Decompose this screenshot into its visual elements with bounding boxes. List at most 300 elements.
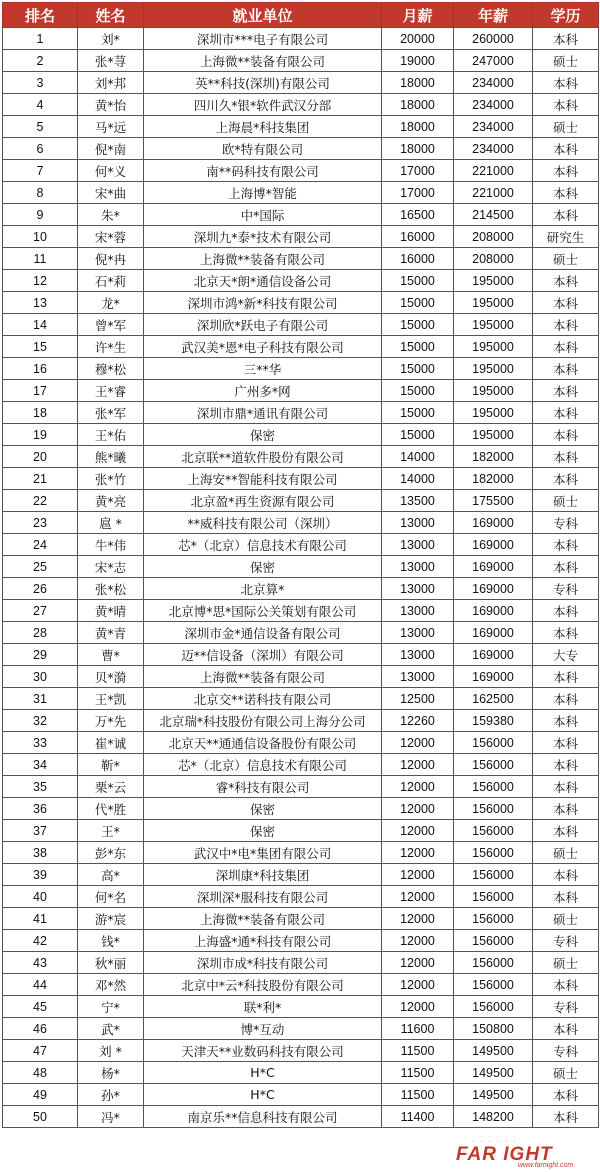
monthly-salary-cell: 15000 — [382, 380, 454, 402]
rank-cell: 20 — [3, 446, 78, 468]
annual-salary-cell: 195000 — [454, 358, 533, 380]
education-cell: 本科 — [533, 270, 599, 292]
annual-salary-cell: 214500 — [454, 204, 533, 226]
rank-cell: 9 — [3, 204, 78, 226]
table-row — [3, 732, 599, 754]
monthly-salary-cell: 14000 — [382, 468, 454, 490]
watermark-logo — [452, 1136, 598, 1170]
name-cell: 张*松 — [78, 578, 144, 600]
company-cell: H*C — [144, 1062, 382, 1084]
annual-salary-cell: 156000 — [454, 864, 533, 886]
annual-salary-cell: 156000 — [454, 798, 533, 820]
name-cell: 栗*云 — [78, 776, 144, 798]
monthly-salary-cell: 12500 — [382, 688, 454, 710]
company-cell: 北京博*思*国际公关策划有限公司 — [144, 600, 382, 622]
annual-salary-cell: 149500 — [454, 1040, 533, 1062]
table-row — [3, 50, 599, 72]
education-cell: 本科 — [533, 72, 599, 94]
monthly-salary-cell: 16000 — [382, 248, 454, 270]
name-cell: 刘 * — [78, 1040, 144, 1062]
education-cell: 本科 — [533, 336, 599, 358]
rank-cell: 6 — [3, 138, 78, 160]
education-cell: 本科 — [533, 424, 599, 446]
company-cell: 广州多*网 — [144, 380, 382, 402]
annual-salary-cell: 234000 — [454, 116, 533, 138]
company-cell: 保密 — [144, 424, 382, 446]
education-cell: 专科 — [533, 578, 599, 600]
name-cell: 熊*曦 — [78, 446, 144, 468]
education-cell: 本科 — [533, 468, 599, 490]
annual-salary-cell: 156000 — [454, 886, 533, 908]
name-cell: 宋*蓉 — [78, 226, 144, 248]
name-cell: 钱* — [78, 930, 144, 952]
annual-salary-cell: 175500 — [454, 490, 533, 512]
rank-cell: 42 — [3, 930, 78, 952]
header-annual-salary: 年薪 — [454, 3, 533, 28]
company-cell: 睿*科技有限公司 — [144, 776, 382, 798]
company-cell: 北京算* — [144, 578, 382, 600]
table-row — [3, 94, 599, 116]
annual-salary-cell: 169000 — [454, 556, 533, 578]
annual-salary-cell: 234000 — [454, 138, 533, 160]
rank-cell: 41 — [3, 908, 78, 930]
rank-cell: 17 — [3, 380, 78, 402]
company-cell: 武汉中*电*集团有限公司 — [144, 842, 382, 864]
rank-cell: 43 — [3, 952, 78, 974]
name-cell: 宋*曲 — [78, 182, 144, 204]
name-cell: 王*睿 — [78, 380, 144, 402]
table-row — [3, 754, 599, 776]
table-row — [3, 1018, 599, 1040]
name-cell: 冯* — [78, 1106, 144, 1128]
table-row — [3, 974, 599, 996]
company-cell: 深圳市鸿*新*科技有限公司 — [144, 292, 382, 314]
company-cell: 南**码科技有限公司 — [144, 160, 382, 182]
education-cell: 专科 — [533, 996, 599, 1018]
name-cell: 曾*军 — [78, 314, 144, 336]
table-row — [3, 534, 599, 556]
company-cell: 北京天*朗*通信设备公司 — [144, 270, 382, 292]
company-cell: 芯*（北京）信息技术有限公司 — [144, 534, 382, 556]
monthly-salary-cell: 18000 — [382, 138, 454, 160]
rank-cell: 44 — [3, 974, 78, 996]
annual-salary-cell: 247000 — [454, 50, 533, 72]
monthly-salary-cell: 13000 — [382, 600, 454, 622]
annual-salary-cell: 169000 — [454, 600, 533, 622]
monthly-salary-cell: 11400 — [382, 1106, 454, 1128]
education-cell: 本科 — [533, 622, 599, 644]
rank-cell: 39 — [3, 864, 78, 886]
rank-cell: 21 — [3, 468, 78, 490]
annual-salary-cell: 156000 — [454, 930, 533, 952]
monthly-salary-cell: 12000 — [382, 732, 454, 754]
table-row — [3, 600, 599, 622]
rank-cell: 25 — [3, 556, 78, 578]
annual-salary-cell: 169000 — [454, 666, 533, 688]
education-cell: 本科 — [533, 864, 599, 886]
annual-salary-cell: 195000 — [454, 402, 533, 424]
monthly-salary-cell: 13000 — [382, 556, 454, 578]
rank-cell: 2 — [3, 50, 78, 72]
table-row — [3, 402, 599, 424]
annual-salary-cell: 156000 — [454, 974, 533, 996]
education-cell: 本科 — [533, 28, 599, 50]
education-cell: 本科 — [533, 160, 599, 182]
education-cell: 本科 — [533, 204, 599, 226]
header-monthly-salary: 月薪 — [382, 3, 454, 28]
name-cell: 崔*诚 — [78, 732, 144, 754]
monthly-salary-cell: 13000 — [382, 534, 454, 556]
name-cell: 何*名 — [78, 886, 144, 908]
rank-cell: 13 — [3, 292, 78, 314]
monthly-salary-cell: 15000 — [382, 358, 454, 380]
monthly-salary-cell: 17000 — [382, 182, 454, 204]
company-cell: 上海微**装备有限公司 — [144, 908, 382, 930]
company-cell: 芯*（北京）信息技术有限公司 — [144, 754, 382, 776]
annual-salary-cell: 169000 — [454, 622, 533, 644]
name-cell: 何*义 — [78, 160, 144, 182]
annual-salary-cell: 156000 — [454, 732, 533, 754]
name-cell: 武* — [78, 1018, 144, 1040]
table-row — [3, 72, 599, 94]
annual-salary-cell: 169000 — [454, 644, 533, 666]
company-cell: 深圳深*服科技有限公司 — [144, 886, 382, 908]
rank-cell: 32 — [3, 710, 78, 732]
education-cell: 本科 — [533, 820, 599, 842]
table-body — [3, 28, 599, 1128]
education-cell: 本科 — [533, 358, 599, 380]
company-cell: 上海微**装备有限公司 — [144, 50, 382, 72]
table-row — [3, 204, 599, 226]
education-cell: 本科 — [533, 600, 599, 622]
education-cell: 专科 — [533, 512, 599, 534]
name-cell: 宁* — [78, 996, 144, 1018]
annual-salary-cell: 156000 — [454, 952, 533, 974]
company-cell: 迈**信设备（深圳）有限公司 — [144, 644, 382, 666]
company-cell: 深圳市成*科技有限公司 — [144, 952, 382, 974]
annual-salary-cell: 195000 — [454, 380, 533, 402]
annual-salary-cell: 156000 — [454, 776, 533, 798]
salary-ranking-table — [2, 2, 599, 1128]
table-row — [3, 358, 599, 380]
rank-cell: 40 — [3, 886, 78, 908]
table-row — [3, 798, 599, 820]
annual-salary-cell: 169000 — [454, 578, 533, 600]
annual-salary-cell: 221000 — [454, 182, 533, 204]
annual-salary-cell: 182000 — [454, 468, 533, 490]
annual-salary-cell: 195000 — [454, 336, 533, 358]
table-row — [3, 688, 599, 710]
name-cell: 曹* — [78, 644, 144, 666]
watermark-logo-text: FAR IGHT — [456, 1144, 553, 1165]
table-row — [3, 1106, 599, 1128]
education-cell: 硕士 — [533, 952, 599, 974]
monthly-salary-cell: 13000 — [382, 644, 454, 666]
company-cell: **威科技有限公司（深圳） — [144, 512, 382, 534]
name-cell: 倪*冉 — [78, 248, 144, 270]
name-cell: 代*胜 — [78, 798, 144, 820]
monthly-salary-cell: 14000 — [382, 446, 454, 468]
monthly-salary-cell: 11500 — [382, 1084, 454, 1106]
name-cell: 邓*然 — [78, 974, 144, 996]
monthly-salary-cell: 18000 — [382, 116, 454, 138]
company-cell: 深圳市***电子有限公司 — [144, 28, 382, 50]
annual-salary-cell: 169000 — [454, 512, 533, 534]
annual-salary-cell: 159380 — [454, 710, 533, 732]
table-row — [3, 842, 599, 864]
monthly-salary-cell: 13000 — [382, 622, 454, 644]
company-cell: 北京瑞*科技股份有限公司上海分公司 — [144, 710, 382, 732]
monthly-salary-cell: 13000 — [382, 512, 454, 534]
rank-cell: 48 — [3, 1062, 78, 1084]
monthly-salary-cell: 13500 — [382, 490, 454, 512]
table-row — [3, 930, 599, 952]
education-cell: 硕士 — [533, 908, 599, 930]
education-cell: 专科 — [533, 930, 599, 952]
table-row — [3, 820, 599, 842]
table-row — [3, 446, 599, 468]
name-cell: 靳* — [78, 754, 144, 776]
company-cell: 北京盈*再生资源有限公司 — [144, 490, 382, 512]
rank-cell: 47 — [3, 1040, 78, 1062]
company-cell: 四川久*银*软件武汉分部 — [144, 94, 382, 116]
company-cell: 北京天**通通信设备股份有限公司 — [144, 732, 382, 754]
annual-salary-cell: 149500 — [454, 1062, 533, 1084]
monthly-salary-cell: 15000 — [382, 336, 454, 358]
name-cell: 张*竹 — [78, 468, 144, 490]
annual-salary-cell: 149500 — [454, 1084, 533, 1106]
name-cell: 牛*伟 — [78, 534, 144, 556]
monthly-salary-cell: 12000 — [382, 842, 454, 864]
table-row — [3, 468, 599, 490]
table-row — [3, 908, 599, 930]
monthly-salary-cell: 12000 — [382, 886, 454, 908]
rank-cell: 30 — [3, 666, 78, 688]
annual-salary-cell: 156000 — [454, 908, 533, 930]
rank-cell: 10 — [3, 226, 78, 248]
rank-cell: 45 — [3, 996, 78, 1018]
company-cell: 深圳九*泰*技术有限公司 — [144, 226, 382, 248]
name-cell: 游*宸 — [78, 908, 144, 930]
rank-cell: 34 — [3, 754, 78, 776]
rank-cell: 28 — [3, 622, 78, 644]
education-cell: 本科 — [533, 556, 599, 578]
monthly-salary-cell: 12000 — [382, 820, 454, 842]
rank-cell: 33 — [3, 732, 78, 754]
company-cell: 上海微**装备有限公司 — [144, 666, 382, 688]
education-cell: 本科 — [533, 534, 599, 556]
name-cell: 王*佑 — [78, 424, 144, 446]
monthly-salary-cell: 11500 — [382, 1040, 454, 1062]
company-cell: 上海安**智能科技有限公司 — [144, 468, 382, 490]
table-row — [3, 1084, 599, 1106]
education-cell: 本科 — [533, 292, 599, 314]
name-cell: 张*军 — [78, 402, 144, 424]
annual-salary-cell: 162500 — [454, 688, 533, 710]
name-cell: 马*远 — [78, 116, 144, 138]
table-row — [3, 864, 599, 886]
rank-cell: 3 — [3, 72, 78, 94]
table-row — [3, 314, 599, 336]
monthly-salary-cell: 16500 — [382, 204, 454, 226]
monthly-salary-cell: 15000 — [382, 314, 454, 336]
name-cell: 黄*晴 — [78, 600, 144, 622]
education-cell: 本科 — [533, 666, 599, 688]
rank-cell: 26 — [3, 578, 78, 600]
company-cell: 保密 — [144, 798, 382, 820]
monthly-salary-cell: 20000 — [382, 28, 454, 50]
table-row — [3, 226, 599, 248]
company-cell: 英**科技(深圳)有限公司 — [144, 72, 382, 94]
table-row — [3, 336, 599, 358]
header-name: 姓名 — [78, 3, 144, 28]
education-cell: 本科 — [533, 1018, 599, 1040]
annual-salary-cell: 195000 — [454, 270, 533, 292]
name-cell: 许*生 — [78, 336, 144, 358]
annual-salary-cell: 195000 — [454, 314, 533, 336]
company-cell: 深圳康*科技集团 — [144, 864, 382, 886]
company-cell: 中*国际 — [144, 204, 382, 226]
rank-cell: 8 — [3, 182, 78, 204]
education-cell: 大专 — [533, 644, 599, 666]
company-cell: 深圳欣*跃电子有限公司 — [144, 314, 382, 336]
table-row — [3, 138, 599, 160]
company-cell: 北京交**诺科技有限公司 — [144, 688, 382, 710]
annual-salary-cell: 156000 — [454, 996, 533, 1018]
table-row — [3, 1040, 599, 1062]
rank-cell: 35 — [3, 776, 78, 798]
education-cell: 硕士 — [533, 248, 599, 270]
company-cell: 天津天**业数码科技有限公司 — [144, 1040, 382, 1062]
monthly-salary-cell: 18000 — [382, 72, 454, 94]
company-cell: H*C — [144, 1084, 382, 1106]
monthly-salary-cell: 13000 — [382, 666, 454, 688]
rank-cell: 12 — [3, 270, 78, 292]
table-row — [3, 292, 599, 314]
table-row — [3, 710, 599, 732]
rank-cell: 4 — [3, 94, 78, 116]
rank-cell: 24 — [3, 534, 78, 556]
header-education: 学历 — [533, 3, 599, 28]
annual-salary-cell: 182000 — [454, 446, 533, 468]
company-cell: 博*互动 — [144, 1018, 382, 1040]
rank-cell: 14 — [3, 314, 78, 336]
name-cell: 高* — [78, 864, 144, 886]
company-cell: 北京联**道软件股份有限公司 — [144, 446, 382, 468]
education-cell: 本科 — [533, 688, 599, 710]
name-cell: 扈 * — [78, 512, 144, 534]
annual-salary-cell: 156000 — [454, 842, 533, 864]
company-cell: 上海晨*科技集团 — [144, 116, 382, 138]
header-row — [3, 3, 599, 28]
monthly-salary-cell: 12000 — [382, 996, 454, 1018]
name-cell: 杨* — [78, 1062, 144, 1084]
table-row — [3, 160, 599, 182]
annual-salary-cell: 148200 — [454, 1106, 533, 1128]
rank-cell: 18 — [3, 402, 78, 424]
table-row — [3, 380, 599, 402]
name-cell: 秋*丽 — [78, 952, 144, 974]
education-cell: 硕士 — [533, 50, 599, 72]
name-cell: 王* — [78, 820, 144, 842]
table-row — [3, 622, 599, 644]
monthly-salary-cell: 11500 — [382, 1062, 454, 1084]
name-cell: 王*凯 — [78, 688, 144, 710]
education-cell: 本科 — [533, 1084, 599, 1106]
rank-cell: 16 — [3, 358, 78, 380]
rank-cell: 7 — [3, 160, 78, 182]
education-cell: 硕士 — [533, 1062, 599, 1084]
company-cell: 三**华 — [144, 358, 382, 380]
name-cell: 倪*南 — [78, 138, 144, 160]
table-row — [3, 116, 599, 138]
rank-cell: 29 — [3, 644, 78, 666]
monthly-salary-cell: 19000 — [382, 50, 454, 72]
education-cell: 本科 — [533, 886, 599, 908]
rank-cell: 36 — [3, 798, 78, 820]
education-cell: 本科 — [533, 182, 599, 204]
name-cell: 万*先 — [78, 710, 144, 732]
company-cell: 联*利* — [144, 996, 382, 1018]
table-row — [3, 776, 599, 798]
annual-salary-cell: 221000 — [454, 160, 533, 182]
monthly-salary-cell: 12000 — [382, 776, 454, 798]
company-cell: 欧*特有限公司 — [144, 138, 382, 160]
education-cell: 本科 — [533, 710, 599, 732]
header-company: 就业单位 — [144, 3, 382, 28]
education-cell: 本科 — [533, 974, 599, 996]
name-cell: 黄*青 — [78, 622, 144, 644]
monthly-salary-cell: 12260 — [382, 710, 454, 732]
education-cell: 研究生 — [533, 226, 599, 248]
company-cell: 上海博*智能 — [144, 182, 382, 204]
monthly-salary-cell: 15000 — [382, 292, 454, 314]
table-row — [3, 952, 599, 974]
rank-cell: 23 — [3, 512, 78, 534]
header-rank: 排名 — [3, 3, 78, 28]
monthly-salary-cell: 12000 — [382, 974, 454, 996]
education-cell: 本科 — [533, 380, 599, 402]
company-cell: 南京乐**信息科技有限公司 — [144, 1106, 382, 1128]
table-row — [3, 270, 599, 292]
company-cell: 上海盛*通*科技有限公司 — [144, 930, 382, 952]
annual-salary-cell: 156000 — [454, 820, 533, 842]
company-cell: 武汉美*恩*电子科技有限公司 — [144, 336, 382, 358]
table-row — [3, 248, 599, 270]
annual-salary-cell: 260000 — [454, 28, 533, 50]
education-cell: 硕士 — [533, 490, 599, 512]
name-cell: 宋*志 — [78, 556, 144, 578]
education-cell: 本科 — [533, 1106, 599, 1128]
annual-salary-cell: 234000 — [454, 94, 533, 116]
table-row — [3, 578, 599, 600]
company-cell: 保密 — [144, 556, 382, 578]
monthly-salary-cell: 12000 — [382, 908, 454, 930]
rank-cell: 31 — [3, 688, 78, 710]
table-row — [3, 490, 599, 512]
rank-cell: 49 — [3, 1084, 78, 1106]
annual-salary-cell: 234000 — [454, 72, 533, 94]
rank-cell: 50 — [3, 1106, 78, 1128]
education-cell: 本科 — [533, 798, 599, 820]
watermark-subtitle: www.farnight.com — [518, 1162, 574, 1169]
monthly-salary-cell: 12000 — [382, 798, 454, 820]
rank-cell: 38 — [3, 842, 78, 864]
annual-salary-cell: 208000 — [454, 248, 533, 270]
name-cell: 龙* — [78, 292, 144, 314]
monthly-salary-cell: 15000 — [382, 402, 454, 424]
table-row — [3, 1062, 599, 1084]
